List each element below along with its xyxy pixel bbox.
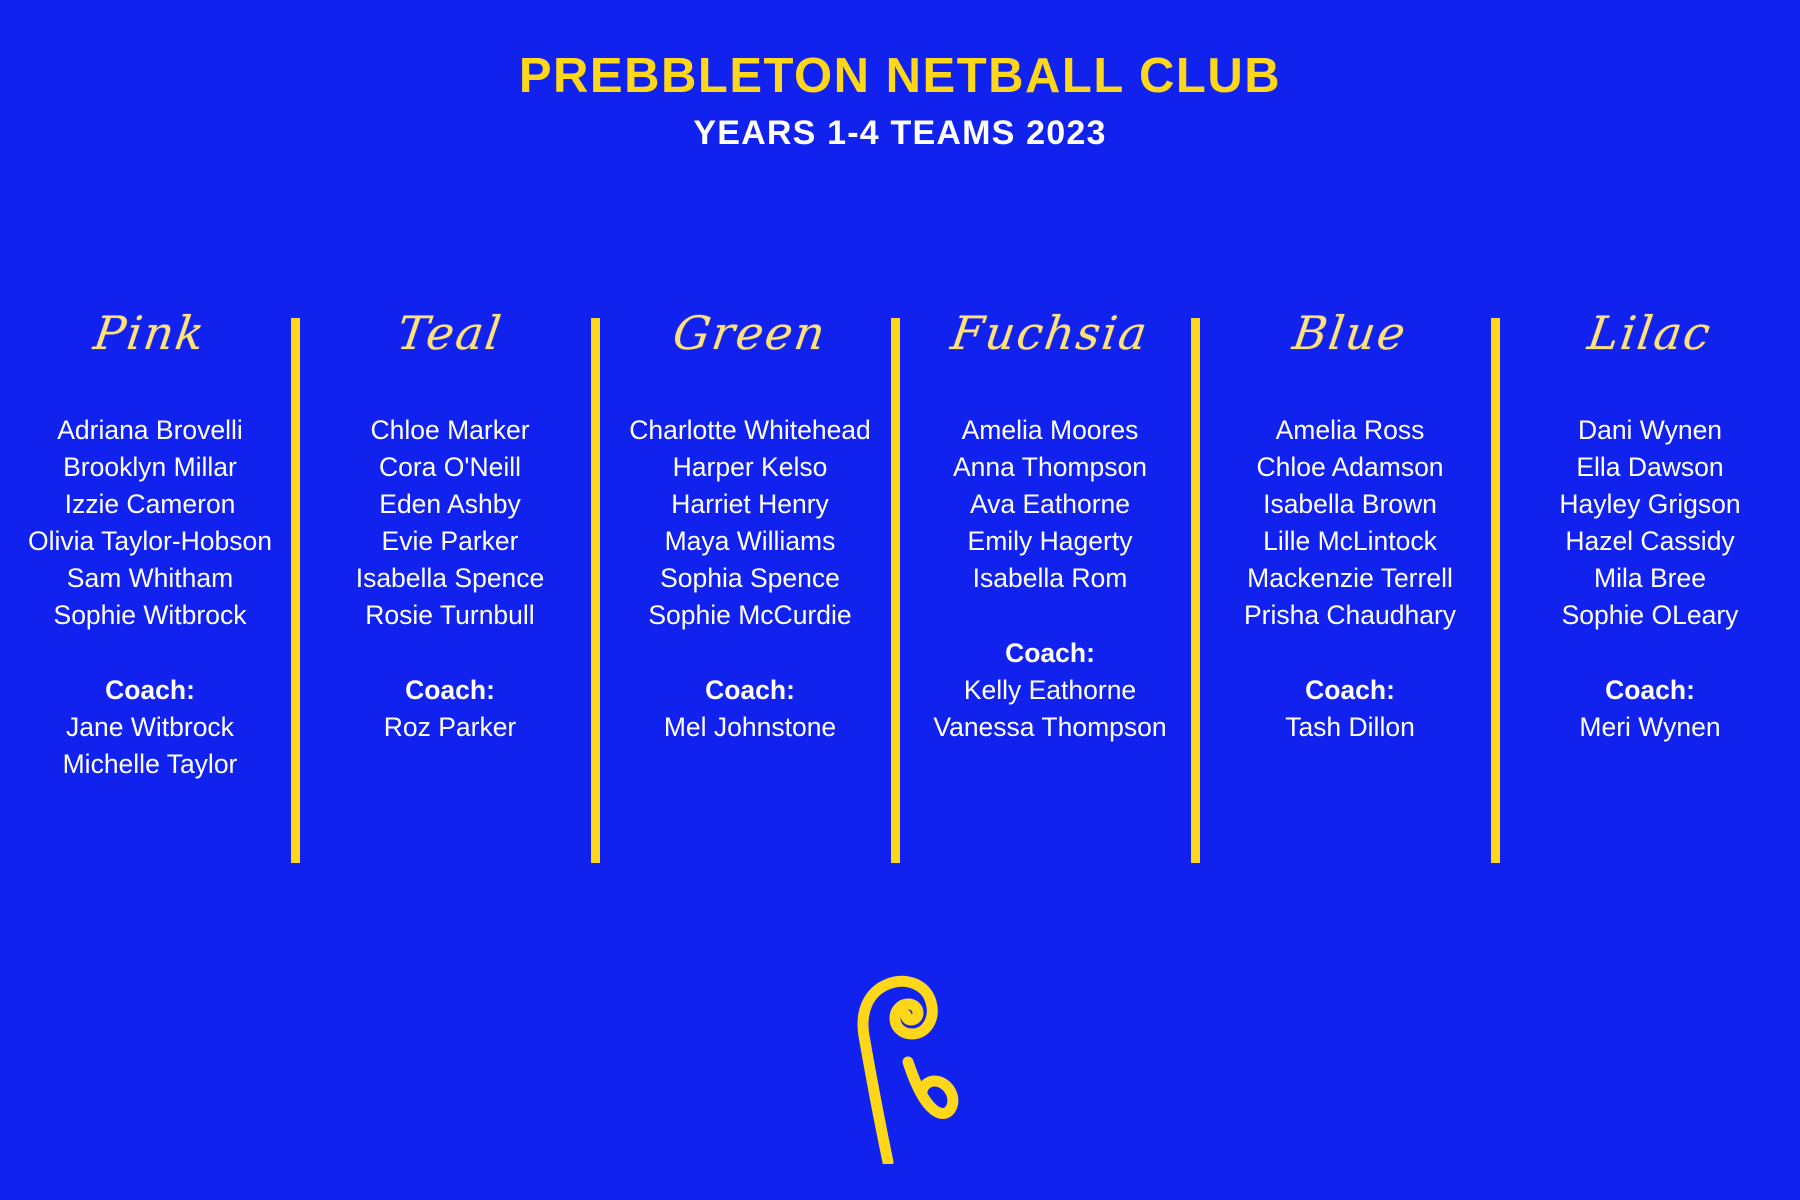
team-name: Lilac	[1584, 306, 1716, 360]
page-title: PREBBLETON NETBALL CLUB	[518, 49, 1282, 103]
player-name: Harper Kelso	[672, 452, 828, 482]
team-name: Blue	[1289, 306, 1411, 360]
player-name: Anna Thompson	[953, 452, 1147, 482]
player-name: Evie Parker	[381, 526, 519, 556]
coach-name: Meri Wynen	[1579, 712, 1721, 742]
column-divider	[891, 318, 900, 863]
column-divider	[291, 318, 300, 863]
player-name: Chloe Marker	[370, 415, 530, 445]
player-name: Adriana Brovelli	[57, 415, 243, 445]
player-name: Sophie Witbrock	[53, 600, 247, 630]
player-name: Sam Whitham	[66, 563, 234, 593]
coach-label: Coach:	[705, 675, 795, 705]
team-column-lilac	[1500, 306, 1800, 746]
team-column-pink	[0, 306, 300, 783]
coach-name: Roz Parker	[383, 712, 517, 742]
player-name: Ava Eathorne	[969, 489, 1131, 519]
teams-container	[0, 306, 1800, 783]
coach-label: Coach:	[1305, 675, 1395, 705]
team-column-green	[600, 306, 900, 746]
player-name: Rosie Turnbull	[365, 600, 535, 630]
player-name: Sophie McCurdie	[648, 600, 852, 630]
team-column-fuchsia	[900, 306, 1200, 746]
player-name: Charlotte Whitehead	[629, 415, 871, 445]
team-name: Fuchsia	[947, 306, 1153, 360]
team-column-blue	[1200, 306, 1500, 746]
player-name: Emily Hagerty	[967, 526, 1133, 556]
player-name: Mackenzie Terrell	[1247, 563, 1453, 593]
coach-name: Michelle Taylor	[62, 749, 238, 779]
player-name: Sophie OLeary	[1561, 600, 1739, 630]
column-divider	[1491, 318, 1500, 863]
team-column-teal	[300, 306, 600, 746]
coach-label: Coach:	[1005, 638, 1095, 668]
player-name: Isabella Brown	[1263, 489, 1437, 519]
player-name: Sophia Spence	[660, 563, 840, 593]
player-name: Brooklyn Millar	[63, 452, 237, 482]
coach-name: Kelly Eathorne	[963, 675, 1137, 705]
column-divider	[591, 318, 600, 863]
column-divider	[1191, 318, 1200, 863]
player-name: Hazel Cassidy	[1565, 526, 1735, 556]
club-logo	[0, 974, 1800, 1164]
player-name: Cora O'Neill	[378, 452, 521, 482]
coach-name: Tash Dillon	[1285, 712, 1415, 742]
player-name: Maya Williams	[664, 526, 836, 556]
coach-label: Coach:	[105, 675, 195, 705]
player-name: Isabella Spence	[355, 563, 545, 593]
player-name: Ella Dawson	[1576, 452, 1724, 482]
player-name: Hayley Grigson	[1559, 489, 1741, 519]
poster-header	[0, 0, 1800, 153]
player-name: Izzie Cameron	[64, 489, 236, 519]
player-name: Olivia Taylor-Hobson	[28, 526, 272, 556]
player-name: Amelia Moores	[961, 415, 1139, 445]
coach-label: Coach:	[1605, 675, 1695, 705]
player-name: Dani Wynen	[1577, 415, 1723, 445]
coach-name: Vanessa Thompson	[933, 712, 1167, 742]
coach-label: Coach:	[405, 675, 495, 705]
coach-name: Jane Witbrock	[66, 712, 234, 742]
coach-name: Mel Johnstone	[663, 712, 837, 742]
player-name: Mila Bree	[1594, 563, 1706, 593]
player-name: Harriet Henry	[671, 489, 829, 519]
player-name: Prisha Chaudhary	[1243, 600, 1457, 630]
team-name: Teal	[393, 306, 507, 360]
page-subtitle: YEARS 1-4 TEAMS 2023	[693, 114, 1107, 153]
team-name: Green	[669, 306, 831, 360]
player-name: Chloe Adamson	[1256, 452, 1444, 482]
player-name: Isabella Rom	[972, 563, 1128, 593]
team-name: Pink	[90, 306, 210, 360]
netball-club-logo-icon	[830, 974, 970, 1164]
player-name: Eden Ashby	[379, 489, 521, 519]
player-name: Amelia Ross	[1275, 415, 1425, 445]
player-name: Lille McLintock	[1263, 526, 1437, 556]
